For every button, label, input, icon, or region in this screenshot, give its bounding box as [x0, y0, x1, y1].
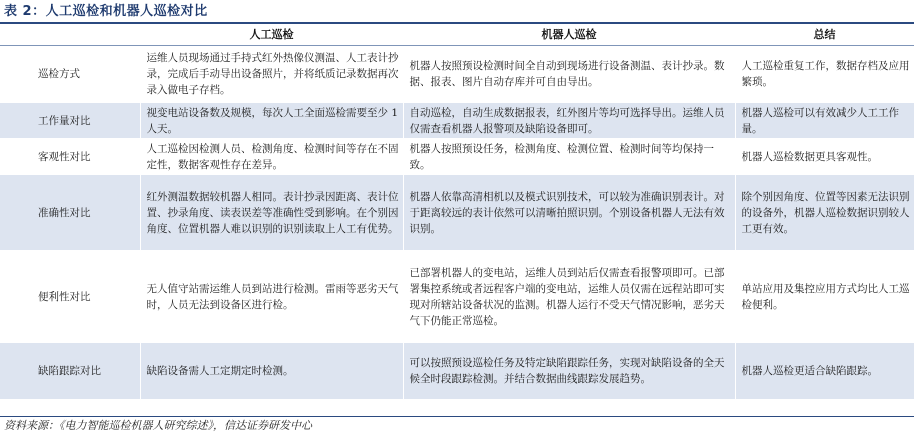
row-manual: 红外测温数据较机器人相同。表计抄录因距离、表计位置、抄录角度、读表误差等准确性受到影响。在个别因角度、位置机器人难以识别的识别读取上人工有优势。 — [140, 175, 403, 251]
header-robot: 机器人巡检 — [403, 25, 735, 46]
table-row — [0, 139, 914, 175]
row-manual: 缺陷设备需人工定期定时检测。 — [140, 343, 403, 400]
table-row — [0, 46, 914, 103]
row-summary: 机器人巡检可以有效减少人工工作量。 — [735, 103, 914, 139]
table-bottom-divider — [0, 416, 914, 417]
header-summary: 总结 — [735, 25, 914, 46]
row-robot: 可以按照预设巡检任务及特定缺陷跟踪任务，实现对缺陷设备的全天候全时段跟踪检测。并结合数据曲线跟踪发展趋势。 — [403, 343, 735, 400]
row-summary: 除个别因角度、位置等因素无法识别的设备外，机器人巡检数据识别较人工更有效。 — [735, 175, 914, 251]
table-header-row — [0, 25, 914, 46]
header-dimension — [0, 25, 140, 46]
row-robot: 机器人按照预设任务，检测角度、检测位置、检测时间等均保持一致。 — [403, 139, 735, 175]
table-row — [0, 103, 914, 139]
row-dimension: 便利性对比 — [0, 251, 140, 343]
header-manual: 人工巡检 — [140, 25, 403, 46]
source-note: 资料来源：《电力智能巡检机器人研究综述》，信达证券研发中心 — [4, 419, 312, 432]
row-robot: 机器人依靠高清相机以及模式识别技术，可以较为准确识别表计。对于距离较远的表计依然可以清晰拍照识别。个别设备机器人无法有效识别。 — [403, 175, 735, 251]
row-dimension: 巡检方式 — [0, 46, 140, 103]
row-dimension: 工作量对比 — [0, 103, 140, 139]
row-manual: 视变电站设备数及规模，每次人工全面巡检需要至少 1 人天。 — [140, 103, 403, 139]
row-dimension: 缺陷跟踪对比 — [0, 343, 140, 400]
row-manual: 人工巡检因检测人员、检测角度、检测时间等存在不固定性，数据客观性存在差异。 — [140, 139, 403, 175]
row-summary: 人工巡检重复工作，数据存档及应用繁琐。 — [735, 46, 914, 103]
row-manual: 无人值守站需运维人员到站进行检测。雷雨等恶劣天气时，人员无法到设备区进行检。 — [140, 251, 403, 343]
table-caption: 表 2：人工巡检和机器人巡检对比 — [4, 4, 208, 19]
comparison-table — [0, 25, 914, 400]
table-row — [0, 343, 914, 400]
row-robot: 已部署机器人的变电站，运维人员到站后仅需查看报警项即可。已部署集控系统或者远程客户端的变电站，运维人员仅需在远程站即可实现对所辖站设备状况的监测。机器人运行不受天气情况影响，恶劣天气下仍能正常巡检。 — [403, 251, 735, 343]
row-summary: 机器人巡检数据更具客观性。 — [735, 139, 914, 175]
row-dimension: 准确性对比 — [0, 175, 140, 251]
row-dimension: 客观性对比 — [0, 139, 140, 175]
row-robot: 机器人按照预设检测时间全自动到现场进行设备测温、表计抄录。数据、报表、图片自动存库并可自由导出。 — [403, 46, 735, 103]
row-summary: 单站应用及集控应用方式均比人工巡检便利。 — [735, 251, 914, 343]
row-summary: 机器人巡检更适合缺陷跟踪。 — [735, 343, 914, 400]
table-row — [0, 251, 914, 343]
row-manual: 运维人员现场通过手持式红外热像仪测温、人工表计抄录，完成后手动导出设备照片，并将纸质记录数据再次录入做电子存档。 — [140, 46, 403, 103]
table-row — [0, 175, 914, 251]
caption-divider — [0, 22, 914, 24]
row-robot: 自动巡检，自动生成数据报表，红外图片等均可选择导出。运维人员仅需查看机器人报警项及缺陷设备即可。 — [403, 103, 735, 139]
